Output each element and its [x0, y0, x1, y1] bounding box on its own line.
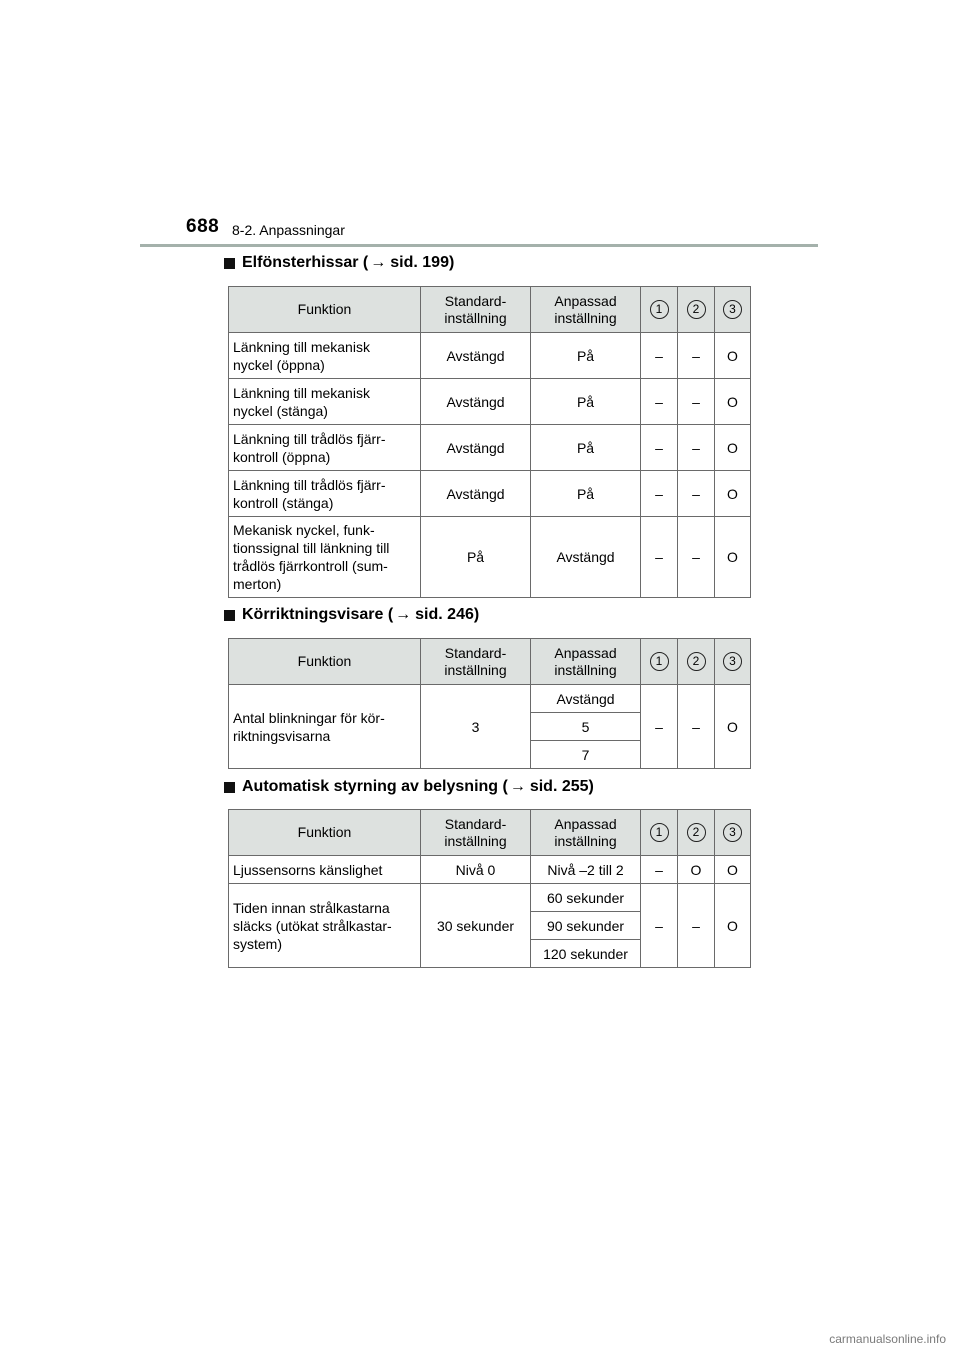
cell-function: Antal blinkningar för kör- riktningsvisarna — [229, 685, 421, 769]
column-header-standard: Standard- inställning — [421, 639, 531, 685]
cell-setting-3: O — [715, 856, 751, 884]
cell-setting-2: O — [678, 856, 715, 884]
table-row — [229, 379, 751, 425]
cell-anpassad: På — [531, 333, 641, 379]
square-bullet-icon — [224, 610, 235, 621]
table-header-row — [229, 287, 751, 333]
column-header-1 — [641, 287, 678, 333]
settings-table-turn-signals — [228, 638, 751, 769]
square-bullet-icon — [224, 258, 235, 269]
cell-setting-2: – — [678, 685, 715, 769]
circled-2-icon: 2 — [687, 300, 706, 319]
cell-function: Mekanisk nyckel, funk- tionssignal till länkning till trådlös fjärrkontroll (sum- merton) — [229, 517, 421, 598]
column-header-1 — [641, 639, 678, 685]
column-header-2 — [678, 287, 715, 333]
cell-setting-3: O — [715, 471, 751, 517]
cell-anpassad: På — [531, 471, 641, 517]
table-row — [229, 471, 751, 517]
cell-setting-3: O — [715, 425, 751, 471]
cell-function: Länkning till mekanisk nyckel (öppna) — [229, 333, 421, 379]
cell-standard: 3 — [421, 685, 531, 769]
cell-setting-3: O — [715, 517, 751, 598]
cell-function: Länkning till trådlös fjärr- kontroll (stänga) — [229, 471, 421, 517]
circled-1-icon: 1 — [650, 300, 669, 319]
arrow-right-icon: → — [395, 606, 412, 623]
cell-standard: Avstängd — [421, 379, 531, 425]
cell-standard: Avstängd — [421, 333, 531, 379]
arrow-right-icon: → — [370, 254, 387, 271]
settings-table-power-windows — [228, 286, 751, 598]
table-header-row — [229, 639, 751, 685]
cell-function: Länkning till mekanisk nyckel (stänga) — [229, 379, 421, 425]
cell-anpassad-option: 120 sekunder — [531, 940, 641, 968]
cell-standard: 30 sekunder — [421, 884, 531, 968]
circled-1-icon: 1 — [650, 823, 669, 842]
cell-setting-2: – — [678, 517, 715, 598]
cell-function: Ljussensorns känslighet — [229, 856, 421, 884]
chapter-title: 8-2. Anpassningar — [232, 222, 345, 238]
column-header-3 — [715, 810, 751, 856]
column-header-anpassad: Anpassad inställning — [531, 810, 641, 856]
table-row — [229, 333, 751, 379]
circled-3-icon: 3 — [723, 823, 742, 842]
circled-2-icon: 2 — [687, 823, 706, 842]
table-row — [229, 884, 751, 912]
cell-setting-1: – — [641, 425, 678, 471]
cell-anpassad: Avstängd — [531, 517, 641, 598]
column-header-standard: Standard- inställning — [421, 810, 531, 856]
column-header-3 — [715, 639, 751, 685]
column-header-funktion: Funktion — [229, 287, 421, 333]
section-heading-power-windows: Elfönsterhissar ( → sid. 199) — [224, 254, 454, 272]
cell-setting-1: – — [641, 517, 678, 598]
section-heading-turn-signals: Körriktningsvisare ( → sid. 246) — [224, 606, 479, 624]
cell-setting-3: O — [715, 333, 751, 379]
cell-setting-1: – — [641, 379, 678, 425]
table-row — [229, 856, 751, 884]
column-header-2 — [678, 810, 715, 856]
table-row — [229, 685, 751, 713]
cell-setting-2: – — [678, 425, 715, 471]
cell-anpassad-option: 60 sekunder — [531, 884, 641, 912]
circled-3-icon: 3 — [723, 652, 742, 671]
cell-anpassad: På — [531, 379, 641, 425]
settings-table-auto-lighting — [228, 809, 751, 968]
cell-function: Länkning till trådlös fjärr- kontroll (öppna) — [229, 425, 421, 471]
cell-setting-1: – — [641, 471, 678, 517]
cell-setting-3: O — [715, 884, 751, 968]
column-header-funktion: Funktion — [229, 639, 421, 685]
cell-setting-1: – — [641, 884, 678, 968]
cell-standard: Nivå 0 — [421, 856, 531, 884]
cell-setting-1: – — [641, 685, 678, 769]
cell-setting-1: – — [641, 333, 678, 379]
column-header-3 — [715, 287, 751, 333]
arrow-right-icon: → — [509, 778, 526, 795]
header-rule — [140, 244, 818, 247]
cell-setting-3: O — [715, 379, 751, 425]
section-heading-auto-lighting: Automatisk styrning av belysning ( → sid. 255) — [224, 778, 594, 796]
watermark: carmanualsonline.info — [829, 1332, 946, 1346]
column-header-standard: Standard- inställning — [421, 287, 531, 333]
cell-setting-2: – — [678, 333, 715, 379]
column-header-funktion: Funktion — [229, 810, 421, 856]
cell-standard: Avstängd — [421, 425, 531, 471]
cell-setting-3: O — [715, 685, 751, 769]
circled-3-icon: 3 — [723, 300, 742, 319]
cell-setting-2: – — [678, 884, 715, 968]
cell-setting-1: – — [641, 856, 678, 884]
table-row — [229, 425, 751, 471]
cell-standard: Avstängd — [421, 471, 531, 517]
column-header-anpassad: Anpassad inställning — [531, 639, 641, 685]
circled-2-icon: 2 — [687, 652, 706, 671]
cell-anpassad-option: 7 — [531, 741, 641, 769]
page-number: 688 — [186, 216, 220, 237]
square-bullet-icon — [224, 782, 235, 793]
cell-setting-2: – — [678, 379, 715, 425]
circled-1-icon: 1 — [650, 652, 669, 671]
cell-setting-2: – — [678, 471, 715, 517]
cell-anpassad-option: Avstängd — [531, 685, 641, 713]
column-header-1 — [641, 810, 678, 856]
cell-standard: På — [421, 517, 531, 598]
cell-function: Tiden innan strålkastarna släcks (utökat strålkastar- system) — [229, 884, 421, 968]
column-header-2 — [678, 639, 715, 685]
table-row — [229, 517, 751, 598]
column-header-anpassad: Anpassad inställning — [531, 287, 641, 333]
cell-anpassad-option: 90 sekunder — [531, 912, 641, 940]
cell-anpassad-option: 5 — [531, 713, 641, 741]
table-header-row — [229, 810, 751, 856]
cell-anpassad: Nivå –2 till 2 — [531, 856, 641, 884]
cell-anpassad: På — [531, 425, 641, 471]
